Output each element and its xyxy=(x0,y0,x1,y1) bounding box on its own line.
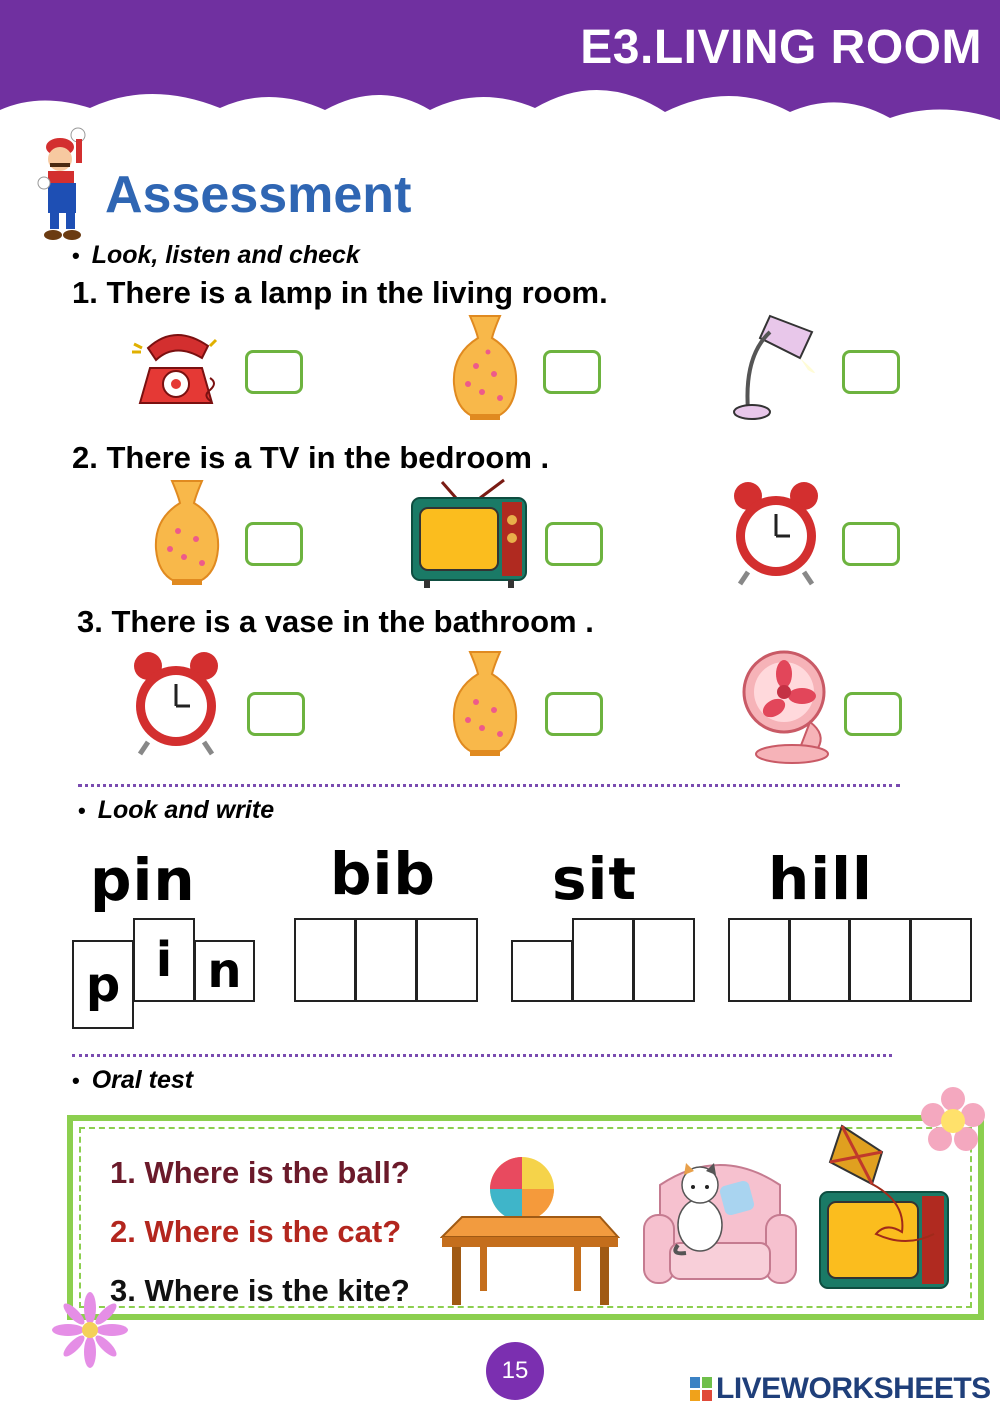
fan-icon xyxy=(740,648,836,766)
answer-box-hill-3[interactable] xyxy=(849,918,911,1002)
word-bib: bib xyxy=(330,840,436,908)
answer-box-hill-1[interactable] xyxy=(728,918,790,1002)
checkbox-q3-fan[interactable] xyxy=(844,692,902,736)
armchair-with-cat-icon xyxy=(640,1145,800,1295)
table-with-ball-icon xyxy=(440,1155,620,1307)
word-pin: pin xyxy=(90,846,196,914)
vase-icon xyxy=(448,648,522,758)
checkbox-q2-clock[interactable] xyxy=(842,522,900,566)
answer-box-hill-2[interactable] xyxy=(789,918,850,1002)
tv-icon xyxy=(408,478,530,590)
oral-question-3: 3. Where is the kite? xyxy=(110,1273,410,1308)
telephone-icon xyxy=(128,318,223,413)
oral-question-1: 1. Where is the ball? xyxy=(110,1155,410,1190)
answer-box-sit-3[interactable] xyxy=(633,918,695,1002)
answer-box-bib-2[interactable] xyxy=(355,918,417,1002)
question-3: 3. There is a vase in the bathroom . xyxy=(77,604,594,639)
vase-icon xyxy=(448,312,522,422)
mario-character-icon xyxy=(36,125,98,243)
brand-name: LIVEWORKSHEETS xyxy=(716,1372,991,1405)
page-number: 15 xyxy=(486,1342,544,1400)
instruction-look-and-write: • Look and write xyxy=(78,796,274,825)
checkbox-q1-telephone[interactable] xyxy=(245,350,303,394)
question-1: 1. There is a lamp in the living room. xyxy=(72,275,608,310)
dotted-divider xyxy=(78,784,900,787)
answer-box-sit-1[interactable] xyxy=(511,940,573,1002)
alarm-clock-icon xyxy=(128,648,224,758)
checkbox-q2-tv[interactable] xyxy=(545,522,603,566)
tv-with-kite-icon xyxy=(816,1122,952,1294)
checkbox-q1-lamp[interactable] xyxy=(842,350,900,394)
letter-box-i: i xyxy=(133,918,195,1002)
liveworksheets-logo-icon xyxy=(690,1377,712,1401)
alarm-clock-icon xyxy=(728,478,824,588)
word-sit: sit xyxy=(552,845,638,913)
vase-icon xyxy=(150,477,224,587)
lamp-icon xyxy=(730,310,840,425)
checkbox-q3-vase[interactable] xyxy=(545,692,603,736)
answer-box-bib-3[interactable] xyxy=(416,918,478,1002)
answer-box-hill-4[interactable] xyxy=(910,918,972,1002)
checkbox-q3-clock[interactable] xyxy=(247,692,305,736)
instruction-oral-test: • Oral test xyxy=(72,1066,193,1095)
checkbox-q2-vase[interactable] xyxy=(245,522,303,566)
letter-box-n: n xyxy=(194,940,255,1002)
question-2: 2. There is a TV in the bedroom . xyxy=(72,440,550,475)
checkbox-q1-vase[interactable] xyxy=(543,350,601,394)
oral-question-2: 2. Where is the cat? xyxy=(110,1214,402,1249)
instruction-look-listen-check: • Look, listen and check xyxy=(72,241,360,270)
header-title: E3.LIVING ROOM xyxy=(580,21,982,74)
word-hill: hill xyxy=(768,845,873,913)
section-title: Assessment xyxy=(105,166,412,224)
dotted-divider xyxy=(72,1054,892,1057)
answer-box-sit-2[interactable] xyxy=(572,918,634,1002)
answer-box-bib-1[interactable] xyxy=(294,918,356,1002)
letter-box-p: p xyxy=(72,940,134,1029)
